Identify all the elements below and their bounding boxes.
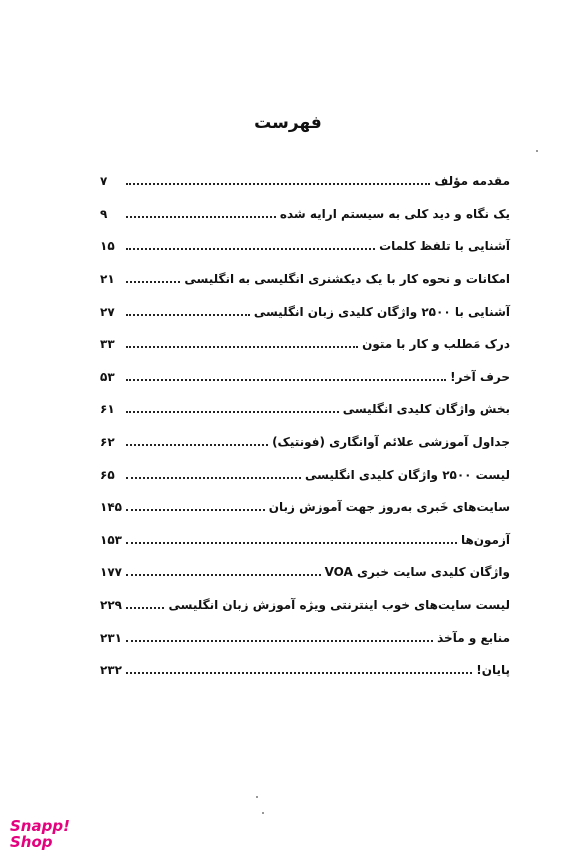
toc-page-number: ۶۵: [100, 467, 115, 482]
dot-leader: [126, 509, 265, 511]
toc-row: [100, 426, 510, 459]
toc-row: [100, 295, 510, 328]
dot-leader: [126, 216, 276, 218]
dot-leader: [126, 314, 250, 316]
toc-row: [100, 393, 510, 426]
paper-speck: [262, 812, 264, 814]
dot-leader: [126, 379, 446, 381]
dot-leader: [126, 411, 339, 413]
toc-row: [100, 361, 510, 394]
toc-page-number: ۲۲۹: [100, 598, 122, 613]
toc-row: [100, 230, 510, 263]
paper-speck: [536, 150, 538, 152]
dot-leader: [126, 477, 301, 479]
toc-entry-title: حرف آخر!: [450, 369, 510, 384]
toc-page-number: ۱۵۳: [100, 532, 122, 547]
toc-page-number: ۹: [100, 206, 108, 221]
toc-row: [100, 654, 510, 687]
toc-page-number: ۲۳۲: [100, 663, 122, 678]
toc-entry-title: آشنایی با ۲۵۰۰ واژگان کلیدی زبان انگلیسی: [253, 304, 510, 319]
toc-entry-title: آزمون‌ها: [460, 532, 510, 547]
toc-row: [100, 198, 510, 231]
toc-page-number: ۷: [100, 174, 108, 189]
toc-page-number: ۱۷۷: [100, 565, 122, 580]
toc-row: [100, 524, 510, 557]
toc-entry-title: لیست ۲۵۰۰ واژگان کلیدی انگلیسی: [305, 467, 510, 482]
dot-leader: [126, 542, 457, 544]
dot-leader: [126, 248, 375, 250]
toc-entry-title: جداول آموزشی علائم آوانگاری (فونتیک): [272, 435, 510, 450]
dot-leader: [126, 640, 433, 642]
toc-row: [100, 165, 510, 198]
toc-page-number: ۱۴۵: [100, 500, 122, 515]
dot-leader: [126, 444, 268, 446]
toc-page-number: ۵۳: [100, 369, 115, 384]
toc-page-number: ۶۲: [100, 435, 115, 450]
toc-entry-title: آشنایی با تلفظ کلمات: [379, 239, 510, 254]
dot-leader: [126, 574, 321, 576]
toc-row: [100, 621, 510, 654]
dot-leader: [126, 281, 180, 283]
toc-entry-title: مقدمه مؤلف: [434, 174, 510, 189]
toc-page-number: ۶۱: [100, 402, 115, 417]
toc-row: [100, 556, 510, 589]
toc-page-number: ۲۳۱: [100, 630, 122, 645]
watermark-logo: [10, 818, 70, 850]
paper-speck: [256, 796, 258, 798]
toc-entry-title: امکانات و نحوه کار با یک دیکشنری انگلیسی به انگلیسی: [184, 272, 510, 287]
toc-page-number: ۲۷: [100, 304, 115, 319]
toc-row: [100, 491, 510, 524]
watermark-line-2: Shop: [10, 833, 53, 851]
dot-leader: [126, 607, 164, 609]
toc-row: [100, 328, 510, 361]
toc-entry-title: واژگان کلیدی سایت خبری VOA: [324, 565, 510, 580]
toc-entry-title: لیست سایت‌های خوب اینترنتی ویژه آموزش زبان انگلیسی: [168, 598, 510, 613]
toc-entry-title: سایت‌های خَبری به‌روز جهت آموزش زبان: [268, 500, 510, 515]
toc-entry-title: بخش واژگان کلیدی انگلیسی: [342, 402, 510, 417]
watermark-line-1: Snapp!: [10, 817, 70, 835]
toc-row: [100, 589, 510, 622]
toc-entry-title: پایان!: [476, 663, 510, 678]
toc-entry-title: درک مَطلب و کار با متون: [362, 337, 510, 352]
dot-leader: [126, 672, 472, 674]
toc-page-number: ۱۵: [100, 239, 115, 254]
toc-page-number: ۲۱: [100, 272, 115, 287]
table-of-contents: [100, 165, 510, 687]
dot-leader: [126, 346, 358, 348]
page-title: فهرست: [254, 113, 322, 133]
toc-row: [100, 458, 510, 491]
toc-row: [100, 263, 510, 296]
toc-page-number: ۳۳: [100, 337, 115, 352]
dot-leader: [126, 183, 430, 185]
toc-entry-title: یک نگاه و دید کلی به سیستم ارایه شده: [279, 206, 510, 221]
toc-entry-title: منابع و مآخذ: [437, 630, 510, 645]
